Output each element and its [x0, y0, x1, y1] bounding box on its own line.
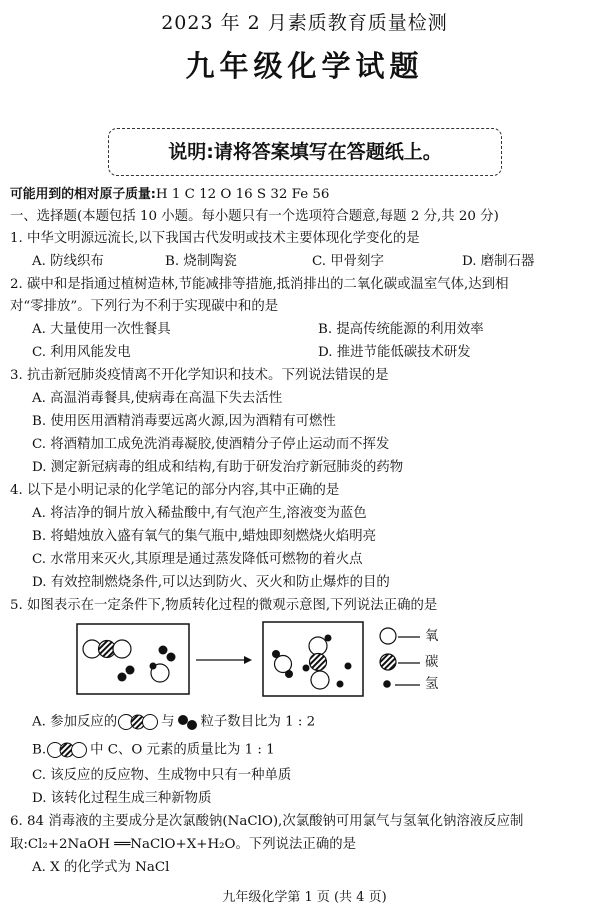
co2-molecule-icon — [117, 712, 161, 732]
q2-option-d: D. 推进节能低碳技术研发 — [318, 345, 471, 360]
q4-option-c: C. 水常用来灭火,其原理是通过蒸发降低可燃物的着火点 — [32, 552, 363, 567]
q5-option-a-post: 粒子数目比为 1 : 2 — [200, 714, 316, 730]
q5-option-a — [32, 712, 315, 732]
legend-carbon-symbol — [380, 654, 396, 670]
q3-option-b: B. 使用医用酒精消毒要远离火源,因为酒精有可燃性 — [32, 414, 336, 429]
q1-option-a: A. 防线织布 — [32, 254, 104, 269]
co2-molecule-icon — [46, 740, 90, 760]
reaction-arrow-head — [244, 656, 252, 664]
atomic-masses-values: H 1 C 12 O 16 S 32 Fe 56 — [155, 187, 330, 202]
q4-option-d: D. 有效控制燃烧条件,可以达到防火、灭火和防止爆炸的目的 — [32, 575, 390, 590]
q2-option-b: B. 提高传统能源的利用效率 — [318, 322, 484, 337]
reactant-extra-hydrogen — [150, 663, 157, 670]
q1-option-c: C. 甲骨刻字 — [312, 254, 384, 269]
exam-title: 九年级化学试题 — [185, 49, 424, 83]
legend-oxygen-label: 氧 — [425, 629, 439, 644]
product-extra-hydrogen-2 — [337, 681, 344, 688]
legend-carbon-label: 碳 — [425, 655, 439, 670]
reactant-h2-molecule-1 — [159, 646, 176, 662]
q6-stem-1: 6. 84 消毒液的主要成分是次氯酸钠(NaClO),次氯酸钠可用氯气与氢氧化钠溶液反应制 — [10, 814, 524, 829]
q5-option-b-post: 中 C、O 元素的质量比为 1 : 1 — [90, 742, 275, 758]
reactant-co2-molecule — [83, 640, 131, 658]
product-ch3oh-molecule — [303, 635, 332, 672]
q3-option-d: D. 测定新冠病毒的组成和结构,有助于研发治疗新冠肺炎的药物 — [32, 460, 404, 475]
q5-stem: 5. 如图表示在一定条件下,物质转化过程的微观示意图,下列说法正确的是 — [10, 598, 438, 613]
section-heading: 一、选择题(本题包括 10 小题。每小题只有一个选项符合题意,每题 2 分,共 20 分) — [10, 209, 499, 224]
q2-stem-2: 对“零排放”。下列行为不利于实现碳中和的是 — [10, 299, 279, 314]
q6-stem-2: 取:Cl₂+2NaOH ══NaClO+X+H₂O。下列说法正确的是 — [10, 837, 356, 852]
legend-hydrogen-label: 氢 — [425, 677, 439, 692]
q1-option-b: B. 烧制陶瓷 — [165, 254, 237, 269]
q5-option-d: D. 该转化过程生成三种新物质 — [32, 791, 212, 806]
q5-option-a-mid: 与 — [161, 714, 175, 730]
q2-option-c: C. 利用风能发电 — [32, 345, 131, 360]
product-extra-oxygen — [311, 671, 329, 689]
notice-box: 说明:请将答案填写在答题纸上。 — [108, 128, 502, 176]
q3-option-c: C. 将酒精加工成免洗消毒凝胶,使酒精分子停止运动而不挥发 — [32, 437, 390, 452]
q2-stem-1: 2. 碳中和是指通过植树造林,节能减排等措施,抵消排出的二氧化碳或温室气体,达到相 — [10, 277, 509, 292]
q6-option-a: A. X 的化学式为 NaCl — [32, 860, 170, 875]
q5-option-a-pre: A. 参加反应的 — [32, 714, 118, 730]
q3-option-a: A. 高温消毒餐具,使病毒在高温下失去活性 — [32, 391, 283, 406]
q2-option-a: A. 大量使用一次性餐具 — [32, 322, 171, 337]
q5-option-b-pre: B. — [32, 742, 47, 758]
page-footer: 九年级化学第 1 页 (共 4 页) — [222, 890, 387, 905]
q4-option-b: B. 将蜡烛放入盛有氧气的集气瓶中,蜡烛即刻燃烧火焰明亮 — [32, 529, 376, 544]
reactant-h2-molecule-2 — [118, 666, 135, 682]
atomic-masses-label: 可能用到的相对原子质量: — [10, 187, 156, 202]
product-h2o-molecule-1 — [272, 650, 293, 678]
legend-oxygen-symbol — [380, 628, 396, 644]
q1-option-d: D. 磨制石器 — [462, 254, 535, 269]
legend-hydrogen-symbol — [383, 680, 391, 688]
q1-stem: 1. 中华文明源远流长,以下我国古代发明或技术主要体现化学变化的是 — [10, 231, 420, 246]
q4-stem: 4. 以下是小明记录的化学笔记的部分内容,其中正确的是 — [10, 483, 340, 498]
product-extra-hydrogen-1 — [345, 663, 352, 670]
h2-molecule-icon — [175, 712, 201, 732]
exam-date-title: 2023 年 2 月素质教育质量检测 — [161, 12, 448, 34]
q4-option-a: A. 将洁净的铜片放入稀盐酸中,有气泡产生,溶液变为蓝色 — [32, 506, 367, 521]
q3-stem: 3. 抗击新冠肺炎疫情离不开化学知识和技术。下列说法错误的是 — [10, 368, 389, 383]
q5-option-c: C. 该反应的反应物、生成物中只有一种单质 — [32, 768, 292, 783]
q5-option-b — [32, 740, 275, 760]
